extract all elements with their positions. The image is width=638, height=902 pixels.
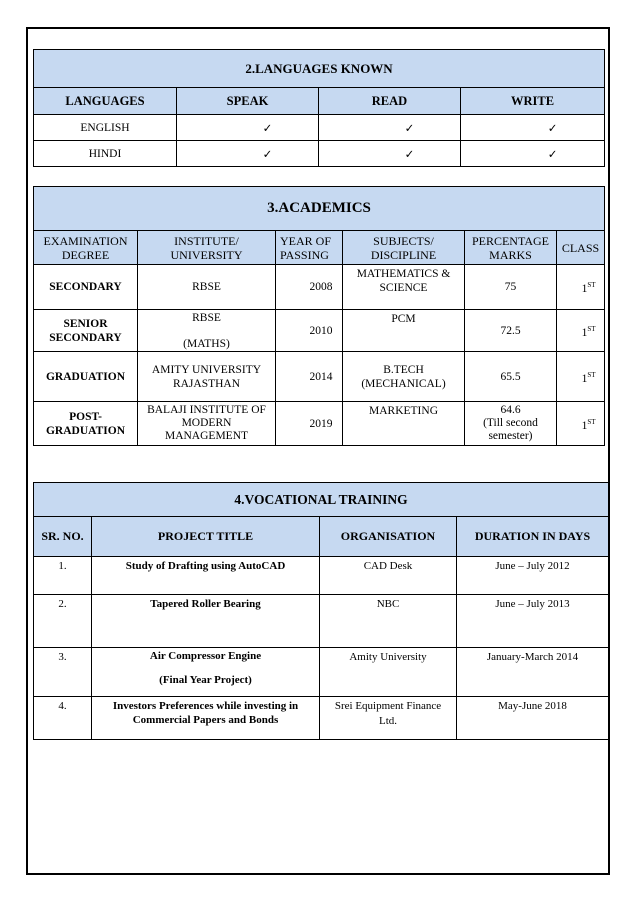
year-cell: 2008 [276,265,343,310]
vocational-header-organisation: ORGANISATION [320,517,457,557]
vocational-header-project: PROJECT TITLE [92,517,320,557]
language-name: ENGLISH [34,115,177,141]
institute-cell: RBSE [138,265,276,310]
check-icon: ✓ [461,141,605,167]
languages-header-write: WRITE [461,88,605,115]
check-icon: ✓ [319,141,461,167]
table-row [34,595,609,648]
class-number: 1 [581,419,588,432]
table-row [34,557,609,595]
sr-cell: 3. [34,648,92,697]
institute-cell: AMITY UNIVERSITY RAJASTHAN [138,352,276,402]
academics-header-year: YEAR OF PASSING [276,231,343,265]
subjects-cell: PCM [343,310,465,352]
academics-header-institute: INSTITUTE/ UNIVERSITY [138,231,276,265]
organisation-cell: NBC [320,595,457,648]
language-row [34,141,605,167]
percentage-cell: 65.5 [465,352,557,402]
year-cell: 2014 [276,352,343,402]
class-cell [557,352,605,402]
academics-header-subjects: SUBJECTS/ DISCIPLINE [343,231,465,265]
year-cell: 2019 [276,402,343,446]
vocational-header-sr: SR. NO. [34,517,92,557]
percentage-cell: 75 [465,265,557,310]
project-cell: Investors Preferences while investing in Commercial Papers and Bonds [92,697,320,740]
academics-header-percentage: PERCENTAGE MARKS [465,231,557,265]
check-icon: ✓ [461,115,605,141]
check-icon: ✓ [177,115,319,141]
subjects-cell: MATHEMATICS & SCIENCE [343,265,465,310]
duration-cell: June – July 2012 [457,557,609,595]
class-suffix: ST [587,417,596,426]
duration-cell: June – July 2013 [457,595,609,648]
class-number: 1 [581,326,588,339]
duration-cell: May-June 2018 [457,697,609,740]
project-cell: Air Compressor Engine (Final Year Project) [92,648,320,697]
subjects-cell: MARKETING [343,402,465,446]
percentage-cell: 72.5 [465,310,557,352]
class-cell [557,402,605,446]
academics-header-exam: EXAMINATION DEGREE [34,231,138,265]
academics-table [33,186,605,446]
table-row [34,402,605,446]
languages-header-read: READ [319,88,461,115]
percentage-cell: 64.6 (Till second semester) [465,402,557,446]
check-icon: ✓ [319,115,461,141]
languages-header-language: LANGUAGES [34,88,177,115]
organisation-cell: Srei Equipment Finance Ltd. [320,697,457,740]
academics-header-class: CLASS [557,231,605,265]
subjects-cell: B.TECH (MECHANICAL) [343,352,465,402]
table-row [34,352,605,402]
vocational-header-duration: DURATION IN DAYS [457,517,609,557]
class-number: 1 [581,282,588,295]
sr-cell: 2. [34,595,92,648]
class-cell [557,265,605,310]
exam-cell: SECONDARY [34,265,138,310]
organisation-cell: CAD Desk [320,557,457,595]
institute-cell: BALAJI INSTITUTE OF MODERN MANAGEMENT [138,402,276,446]
class-suffix: ST [587,281,596,290]
table-row [34,265,605,310]
languages-header-speak: SPEAK [177,88,319,115]
institute-cell: RBSE (MATHS) [138,310,276,352]
language-row [34,115,605,141]
exam-cell: GRADUATION [34,352,138,402]
organisation-cell: Amity University [320,648,457,697]
class-number: 1 [581,372,588,385]
languages-table [33,49,605,167]
check-icon: ✓ [177,141,319,167]
languages-title: 2.LANGUAGES KNOWN [34,50,605,88]
table-row [34,310,605,352]
academics-title: 3.ACADEMICS [34,187,605,231]
sr-cell: 1. [34,557,92,595]
class-cell [557,310,605,352]
table-row [34,648,609,697]
duration-cell: January-March 2014 [457,648,609,697]
project-cell: Tapered Roller Bearing [92,595,320,648]
exam-cell: POST- GRADUATION [34,402,138,446]
year-cell: 2010 [276,310,343,352]
sr-cell: 4. [34,697,92,740]
class-suffix: ST [587,324,596,333]
language-name: HINDI [34,141,177,167]
class-suffix: ST [587,370,596,379]
table-row [34,697,609,740]
vocational-table [33,482,609,740]
project-cell: Study of Drafting using AutoCAD [92,557,320,595]
exam-cell: SENIOR SECONDARY [34,310,138,352]
vocational-title: 4.VOCATIONAL TRAINING [34,483,609,517]
